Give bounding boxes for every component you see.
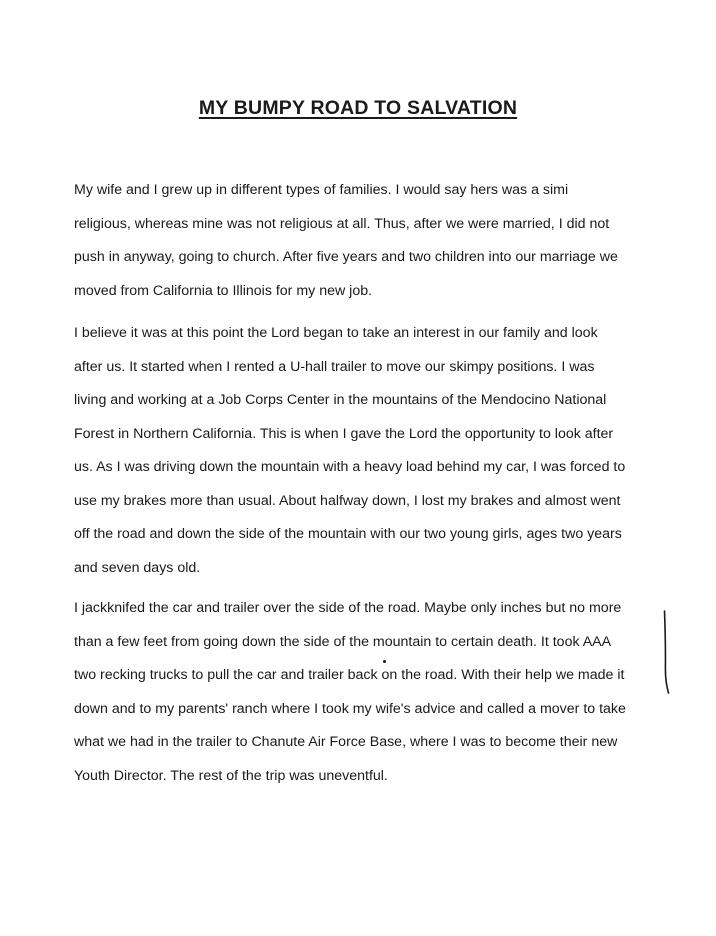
text-line: I jackknifed the car and trailer over the side of the road. Maybe only inches but no more [74,600,622,616]
document-title: MY BUMPY ROAD TO SALVATION [198,97,518,120]
paragraph-1 [74,180,674,314]
text-line: and seven days old. [74,559,201,576]
text-line: I believe it was at this point the Lord began to take an interest in our family and look [74,325,598,341]
paragraph-2 [74,323,674,591]
text-line: down and to my parents' ranch where I took my wife's advice and called a mover to take [74,700,626,717]
stray-ink-dot [383,660,386,663]
text-line: My wife and I grew up in different types of families. I would say hers was a simi [74,182,569,198]
text-line: us. As I was driving down the mountain with a heavy load behind my car, I was forced to [74,459,626,475]
paragraph-3 [74,598,674,799]
text-line: use my brakes more than usual. About halfway down, I lost my brakes and almost went [74,492,621,509]
text-line: Youth Director. The rest of the trip was uneventful. [74,767,388,784]
text-line: religious, whereas mine was not religious at all. Thus, after we were married, I did not [74,215,610,232]
margin-bracket-mark [663,610,671,694]
text-line: after us. It started when I rented a U-hall trailer to move our skimpy positions. I was [74,358,595,375]
text-line: than a few feet from going down the side of the mountain to certain death. It took AAA [74,633,612,650]
text-line: two recking trucks to pull the car and trailer back on the road. With their help we made it [74,667,625,683]
text-line: what we had in the trailer to Chanute Air Force Base, where I was to become their new [74,734,618,750]
text-line: living and working at a Job Corps Center in the mountains of the Mendocino National [74,392,607,408]
text-line: push in anyway, going to church. After five years and two children into our marriage we [74,249,618,265]
text-line: off the road and down the side of the mountain with our two young girls, ages two years [74,526,622,542]
text-line: moved from California to Illinois for my new job. [74,282,373,299]
text-line: Forest in Northern California. This is when I gave the Lord the opportunity to look after [74,425,614,442]
